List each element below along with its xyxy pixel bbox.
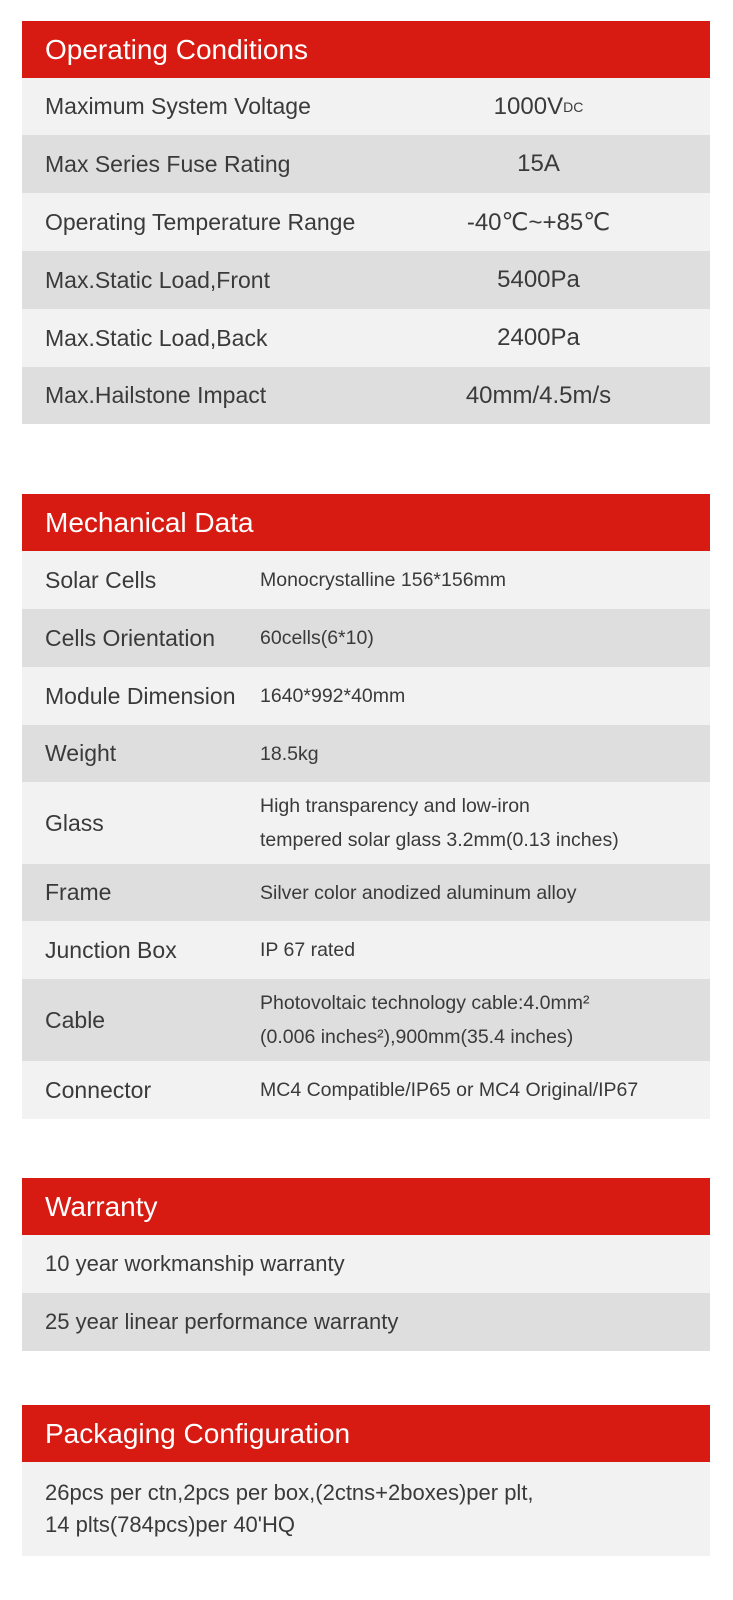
table-row — [22, 864, 710, 921]
row-value: 2400Pa — [497, 324, 580, 351]
row-value: 60cells(6*10) — [260, 627, 374, 649]
row-value: Silver color anodized aluminum alloy — [260, 881, 577, 904]
list-item — [22, 1293, 710, 1351]
table-row — [22, 921, 710, 979]
row-value: 1640*992*40mm — [260, 685, 406, 707]
row-value: 5400Pa — [497, 266, 580, 293]
row-value: 18.5kg — [260, 742, 319, 765]
mechanical-data-section — [22, 494, 710, 1119]
section-header: Mechanical Data — [22, 494, 710, 551]
row-value: 15A — [517, 150, 560, 177]
table-row — [22, 251, 710, 309]
table-row — [22, 193, 710, 251]
row-label: Junction Box — [45, 936, 177, 963]
row-label: Maximum System Voltage — [45, 93, 311, 119]
list-item — [22, 1235, 710, 1293]
operating-conditions-section — [22, 21, 710, 424]
table-row — [22, 725, 710, 782]
table-row — [22, 367, 710, 424]
row-label: Cable — [45, 1006, 106, 1033]
row-value: Photovoltaic technology cable:4.0mm² (0.006 inches²),900mm(35.4 inches) — [260, 992, 590, 1048]
row-label: Weight — [45, 740, 117, 766]
table-row — [22, 782, 710, 864]
table-row — [22, 1061, 710, 1119]
warranty-section — [22, 1178, 710, 1351]
table-row — [22, 551, 710, 609]
table-row — [22, 667, 710, 725]
warranty-text: 10 year workmanship warranty — [45, 1251, 345, 1276]
row-label: Frame — [45, 879, 112, 905]
table-row — [22, 309, 710, 367]
row-value: IP 67 rated — [260, 939, 356, 961]
table-row — [22, 979, 710, 1061]
table-row — [22, 609, 710, 667]
packaging-section — [22, 1405, 710, 1556]
warranty-text: 25 year linear performance warranty — [45, 1309, 399, 1334]
row-label: Max Series Fuse Rating — [45, 150, 291, 177]
section-header: Operating Conditions — [22, 21, 710, 78]
row-label: Solar Cells — [45, 566, 157, 593]
packaging-row — [22, 1462, 710, 1556]
row-label: Max.Static Load,Front — [45, 266, 270, 293]
row-value: High transparency and low-iron tempered solar glass 3.2mm(0.13 inches) — [260, 795, 619, 851]
row-value: MC4 Compatible/IP65 or MC4 Original/IP67 — [260, 1079, 639, 1101]
row-label: Max.Static Load,Back — [45, 324, 268, 351]
row-label: Max.Hailstone Impact — [45, 382, 267, 408]
row-label: Operating Temperature Range — [45, 208, 356, 235]
table-row — [22, 78, 710, 135]
section-header: Warranty — [22, 1178, 710, 1235]
row-label: Module Dimension — [45, 682, 236, 709]
row-value: -40℃~+85℃ — [466, 208, 611, 236]
row-label: Connector — [45, 1076, 152, 1103]
row-value: Monocrystalline 156*156mm — [260, 569, 507, 591]
row-label: Glass — [45, 809, 104, 836]
table-row — [22, 135, 710, 193]
section-header: Packaging Configuration — [22, 1405, 710, 1462]
packaging-text: 26pcs per ctn,2pcs per box,(2ctns+2boxes)per plt, 14 plts(784pcs)per 40'HQ — [45, 1480, 534, 1537]
row-value: 40mm/4.5m/s — [465, 381, 612, 409]
row-value: 1000V DC — [493, 92, 584, 120]
row-label: Cells Orientation — [45, 624, 216, 651]
